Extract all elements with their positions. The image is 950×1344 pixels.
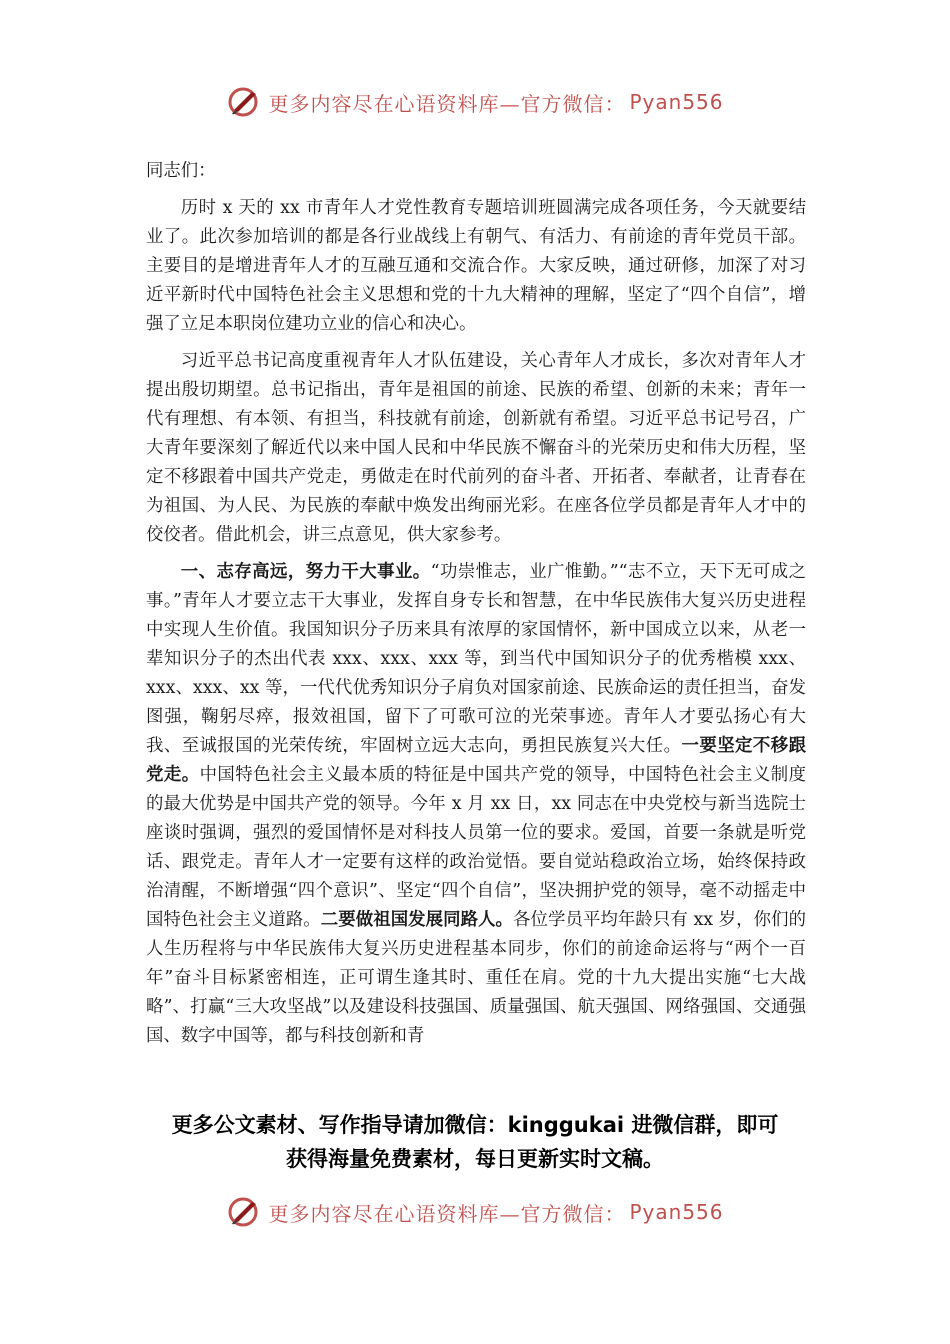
paragraph-3 [146, 558, 806, 1051]
document-body [146, 157, 806, 1059]
footer-watermark [0, 1190, 950, 1234]
watermark-account: Pyan556 [629, 90, 724, 114]
sub-point-1: 一要坚定不移跟党走。 [146, 736, 806, 785]
header-watermark [0, 80, 950, 124]
greeting: 同志们： [146, 161, 216, 181]
promo-line-2: 获得海量免费素材，每日更新实时文稿。 [286, 1147, 664, 1171]
paragraph-2: 习近平总书记高度重视青年人才队伍建设，关心青年人才成长，多次对青年人才提出殷切期望。总书记指出，青年是祖国的前途、民族的希望、创新的未来；青年一代有理想、有本领、有担当，科技就有前途，创新就有希望。习近平总书记号召，广大青年要深刻了解近代以来中国人民和中华民族不懈奋斗的光荣历史和伟大历程，坚定不移跟着中国共产党走，勇做走在时代前列的奋斗者、开拓者、奉献者，让青春在为祖国、为人民、为民族的奉献中焕发出绚丽光彩。在座各位学员都是青年人才中的佼佼者。借此机会，讲三点意见，供大家参考。 [146, 351, 806, 545]
brush-circle-logo-icon [226, 1194, 262, 1230]
paragraph-3-text-2: 中国特色社会主义最本质的特征是中国共产党的领导，中国特色社会主义制度的最大优势是中国共产党的领导。今年 x 月 xx 日，xx 同志在中央党校与新当选院士座谈时强调，强烈的爱国情怀是对科技人员第一位的要求。爱国，首要一条就是听党话、跟党走。青年人才一定要有这样的政治觉悟。要自觉站稳政治立场，始终保持政治清醒，不断增强“四个意识”、坚定“四个自信”，坚决拥护党的领导，毫不动摇走中国特色社会主义道路。 [146, 765, 806, 930]
brush-circle-logo-icon [226, 84, 262, 120]
sub-point-2: 二要做祖国发展同路人。 [320, 910, 514, 930]
watermark-text: 更多内容尽在心语资料库—官方微信： [268, 91, 626, 116]
watermark-text: 更多内容尽在心语资料库—官方微信： [268, 1201, 626, 1226]
section-heading: 一、志存高远，努力干大事业。 [180, 562, 431, 582]
paragraph-3-text-1: “功崇惟志，业广惟勤。”“志不立，天下无可成之事。”青年人才要立志干大事业，发挥自身专长和智慧，在中华民族伟大复兴历史进程中实现人生价值。我国知识分子历来具有浓厚的家国情怀，新中国成立以来，从老一辈知识分子的杰出代表 xxx、xxx、xxx 等，到当代中国知识分子的优秀楷模 xxx、xxx、xxx、xx 等，一代代优秀知识分子肩负对国家前途、民族命运的责任担当，奋发图强，鞠躬尽瘁，报效祖国，留下了可歌可泣的光荣事迹。青年人才要弘扬心有大我、至诚报国的光荣传统，牢固树立远大志向，勇担民族复兴大任。 [146, 562, 806, 756]
promo-banner [110, 1108, 840, 1176]
paragraph-1: 历时 x 天的 xx 市青年人才党性教育专题培训班圆满完成各项任务，今天就要结业了。此次参加培训的都是各行业战线上有朝气、有活力、有前途的青年党员干部。主要目的是增进青年人才的互融互通和交流合作。大家反映，通过研修，加深了对习近平新时代中国特色社会主义思想和党的十九大精神的理解，坚定了“四个自信”，增强了立足本职岗位建功立业的信心和决心。 [146, 198, 806, 334]
promo-line-1: 更多公文素材、写作指导请加微信：kinggukai 进微信群，即可 [171, 1113, 779, 1137]
paragraph-3-text-3: 各位学员平均年龄只有 xx 岁，你们的人生历程将与中华民族伟大复兴历史进程基本同步，你们的前途命运将与“两个一百年”奋斗目标紧密相连，正可谓生逢其时、重任在肩。党的十九大提出实施“七大战略”、打赢“三大攻坚战”以及建设科技强国、质量强国、航天强国、网络强国、交通强国、数字中国等，都与科技创新和青 [146, 910, 806, 1046]
watermark-account: Pyan556 [629, 1200, 724, 1224]
